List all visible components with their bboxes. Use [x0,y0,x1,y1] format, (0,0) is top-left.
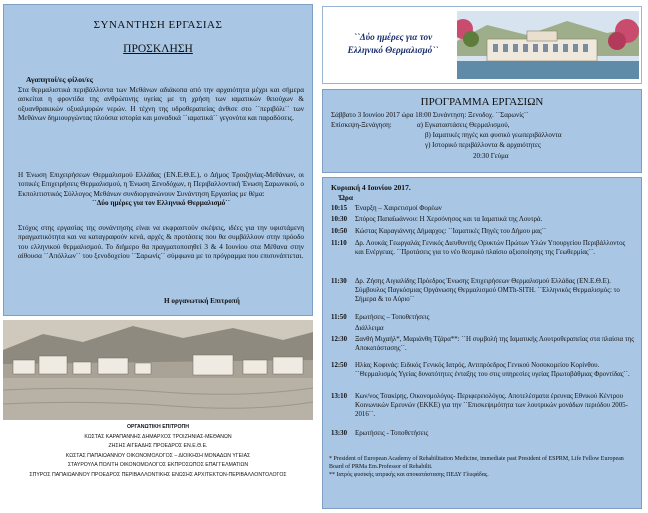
signature: Η οργανωτική Επιτροπή [164,297,240,305]
item-text: Κων/νος Τσακίρης, Οικονομολόγος- Περιφερειολόγος. Αποτελέσματα έρευνας Εθνικού Κέντρου Κοινωνικών Ερευνών (ΕΚΚΕ) για την ``Επισκεψιμότητα των λουτρικών μονάδων περιόδου 2005-2016``. [355,393,628,418]
event-header [322,6,642,84]
organizers-paragraph [18,171,304,208]
sunday-date: Κυριακή 4 Ιουνίου 2017. [331,183,411,192]
item-time: 10:15 [331,205,348,212]
schedule-item [331,216,635,225]
hour-label: Ώρα [339,193,353,202]
harbor-photo [3,320,313,420]
committee-member: ΖΗΣΗΣ ΑΙΓΕΑΔΗΣ ΠΡΟΕΔΡΟΣ ΕΝ.Ε.Θ.Ε. [108,443,208,450]
footnote-1: * President of European Academy of Rehabilitation Medicine, immediate past President of ESPRM, Life Fellow European Board of PRMa Em.Professor of Rehabilit. [329,456,624,470]
goal-paragraph: Στόχος στης εργασίας της συνάντησης είναι να εκφραστούν σκέψεις, ιδέες για την υφιστάμενη πραγματικότητα και να καταγραφούν κενά, αρχές & προτάσεις που θα συμβάλλουν στην πρόοδο του ελληνικού θερμαλισμού. Το διήμερο θα πραγματοποιηθεί 3 & 4 Ιουνίου στα Μέθανα στην αίθουσα ``Απόλλων`` του ξενοδοχείου ``Σαρωνίς`` σύμφωνα με το πρόγραμμα που επισυνάπτεται. [18,224,304,260]
meeting-title: ΣΥΝΑΝΤΗΣΗ ΕΡΓΑΣΙΑΣ [93,19,223,31]
item-text: Σπύρος Παπαϊωάννου: Η Χερσόνησος και τα Ιαματικά της Λουτρά. [355,216,543,223]
organizing-committee [3,423,313,481]
footnotes [329,455,635,479]
committee-member: ΣΠΥΡΟΣ ΠΑΠΑΙΩΑΝΝΟΥ ΠΡΟΕΔΡΟΣ ΠΕΡΙΒΑΛΛΟΝΤΙΚΗΣ ΕΝΩΣΗΣ ΑΡΧΙΤΕΚΤΩΝ-ΠΕΡΙΒΑΛΛΟΝΤΟΛΟΓΟΣ [29,471,287,478]
item-text: Ερωτήσεις – Τοποθετήσεις [355,314,430,321]
greeting: Αγαπητοί/ες φίλοι/ες [26,75,93,84]
invitation-title: ΠΡΟΣΚΛΗΣΗ [123,43,193,55]
visit-item: β) Ιαματικές πηγές και φυσικό γεωπεριβάλλοντα [425,131,562,139]
item-time: 11:30 [331,278,347,285]
intro-paragraph: Στα θερμαλιστικά περιβάλλοντα των Μεθάνων αδιάκοπα από την αρχαιότητα μέχρι και σήμερα ασκείται η φροντίδα της ανθρώπινης υγείας με τη χρήση των ιαματικών θειούχων & οξυανθρακικών οξυαλμυρών νερών. Η τέχνη της υδροθεραπείας άνθισε στο ``περιβόλι`` των Μεθάνων δημιουργώντας πλούσια ιστορία και μοναδικά ``ιαματικά`` γεγονότα και παραδόσεις. [18,86,304,122]
visit-item: α) Εγκαταστάσεις Θερμαλισμού, [417,121,510,129]
item-time: 12:30 [331,336,348,343]
schedule-item [331,362,635,389]
invitation-column [0,0,318,513]
sunday-schedule [322,177,642,509]
schedule-item [331,228,635,237]
item-text: Κώστας Καραγιάννης Δήμαρχος: ``Ιαματικές Πηγές του Δήμου μας`` [355,228,547,235]
committee-member: ΚΩΣΤΑΣ ΠΑΠΑΙΩΑΝΝΟΥ ΟΙΚΟΝΟΜΟΛΟΓΟΣ – ΔΙΟΙΚΗΣΗ ΜΟΝΑΔΩΝ ΥΓΕΙΑΣ [65,452,251,459]
theme-line: ``Δύο ημέρες για τον Ελληνικό Θερμαλισμό`` [92,198,230,207]
event-title-line2: Ελληνικό Θερμαλισμό`` [347,45,439,55]
schedule-item [331,240,635,267]
committee-heading: ΟΡΓΑΝΩΤΙΚΗ ΕΠΙΤΡΟΠΗ [126,424,190,430]
item-time: 13:10 [331,393,348,400]
committee-member: ΣΤΑΥΡΟΥΛΑ ΠΟΛΙΤΗ ΟΙΚΟΝΟΜΟΛΟΓΟΣ ΕΚΠΡΟΣΩΠΟΣ ΕΠΑΓΓΕΛΜΑΤΙΩΝ [67,462,249,469]
schedule-item [331,336,635,354]
program-panel [322,89,642,173]
invitation-panel [3,4,313,316]
schedule-item [331,393,635,420]
item-time: 12:50 [331,362,348,369]
item-text: Δρ. Ζήσης Αιγιαλίδης Πρόεδρος Ένωσης Επιχειρήσεων Θερμαλισμού Ελλάδας (ΕΝ.Ε.Θ.Ε). Σύμβουλος Παγκόσμιας Οργάνωσης Θερμαλισμού OMTh-SITH. ``Ελληνικός Θερμαλισμός: το Σήμερα & το Αύριο`` [355,278,620,303]
visit-item: γ) Ιστορικό περιβάλλοντα & αρχαιότητες [425,141,541,149]
schedule-item [331,430,635,439]
item-time: 10:30 [331,216,348,223]
item-time: 11:10 [331,240,347,247]
visit-label: Επίσκεψη-Ξενάγηση: [331,121,392,129]
schedule-item [331,325,635,334]
footnote-2: ** Ιατρός φυσικής ιατρικής και αποκατάστασης ΠΕΔΥ Γλυφάδας. [329,472,489,478]
event-title-line1: ``Δύο ημέρες για τον [353,32,433,42]
program-title: ΠΡΟΓΡΑΜΜΑ ΕΡΓΑΣΙΩΝ [420,96,544,108]
saturday-line: Σάββατο 3 Ιουνίου 2017 ώρα 18:00 Συνάντηση: Ξενοδοχ. ``Σαρωνίς`` [331,111,529,119]
item-text: Ηλίας Κοφινάς: Ειδικός Γενικός Ιατρός, Αντιπρόεδρος Γενικού Νοσοκομείου Κορίνθου. ``Θερμαλισμός Υγείας δυνατότητες ένταξης του στις υπηρεσίες υγείας Πρωτοβάθμιας Φροντίδας``. [355,362,630,378]
item-time: 10:50 [331,228,348,235]
item-time: 13:30 [331,430,348,437]
schedule-item [331,205,635,214]
schedule-item [331,278,635,305]
item-text: Δρ. Λουκάς Γεωργαλάς Γενικός Διευθυντής Ορυκτών Πρώτων Υλών Υπουργείου Περιβάλλοντος και Ενέργειας. ``Προτάσεις για το νέο θεσμικό πλαίσιο αξιοποίησης της Γεωθερμίας``. [355,240,626,256]
committee-member: ΚΩΣΤΑΣ ΚΑΡΑΠΑΝΝΗΣ ΔΗΜΑΡΧΟΣ ΤΡΟΙΖΗΝΙΑΣ-ΜΕΘΑΝΩΝ [84,433,232,440]
spa-building-photo [457,11,639,79]
event-title [329,31,457,57]
item-text: Ερωτήσεις - Τοποθετήσεις [355,430,429,437]
dinner-line: 20:30 Γεύμα [473,152,509,160]
item-time: 11:50 [331,314,347,321]
item-text: Ξανθή Μιχαήλ*, Μαριάνθη Τζάρα**: ``Η συμβολή της Ιαματικής Λουτροθεραπείας στα πλαίσια της Αποκατάστασης``. [355,336,634,352]
schedule-item [331,314,635,323]
item-text: Διάλλειμα [355,325,384,332]
item-text: Έναρξη – Χαιρετισμοί Φορέων [355,205,442,212]
organizers-text: Η Ένωση Επιχειρήσεων Θερμαλισμού Ελλάδας (ΕΝ.Ε.Θ.Ε.), ο Δήμος Τροιζηνίας-Μεθάνων, οι τοπικές Επιχειρήσεις Θερμαλισμού, η Ένωση Ξενοδόχων, η Περιβαλλοντική Ένωση Σαρωνικού, ο Εκπολιτιστικός Σύλλογος Μεθάνων συνδιοργανώνουν Συνάντηση Εργασίας με θέμα: [18,171,304,198]
